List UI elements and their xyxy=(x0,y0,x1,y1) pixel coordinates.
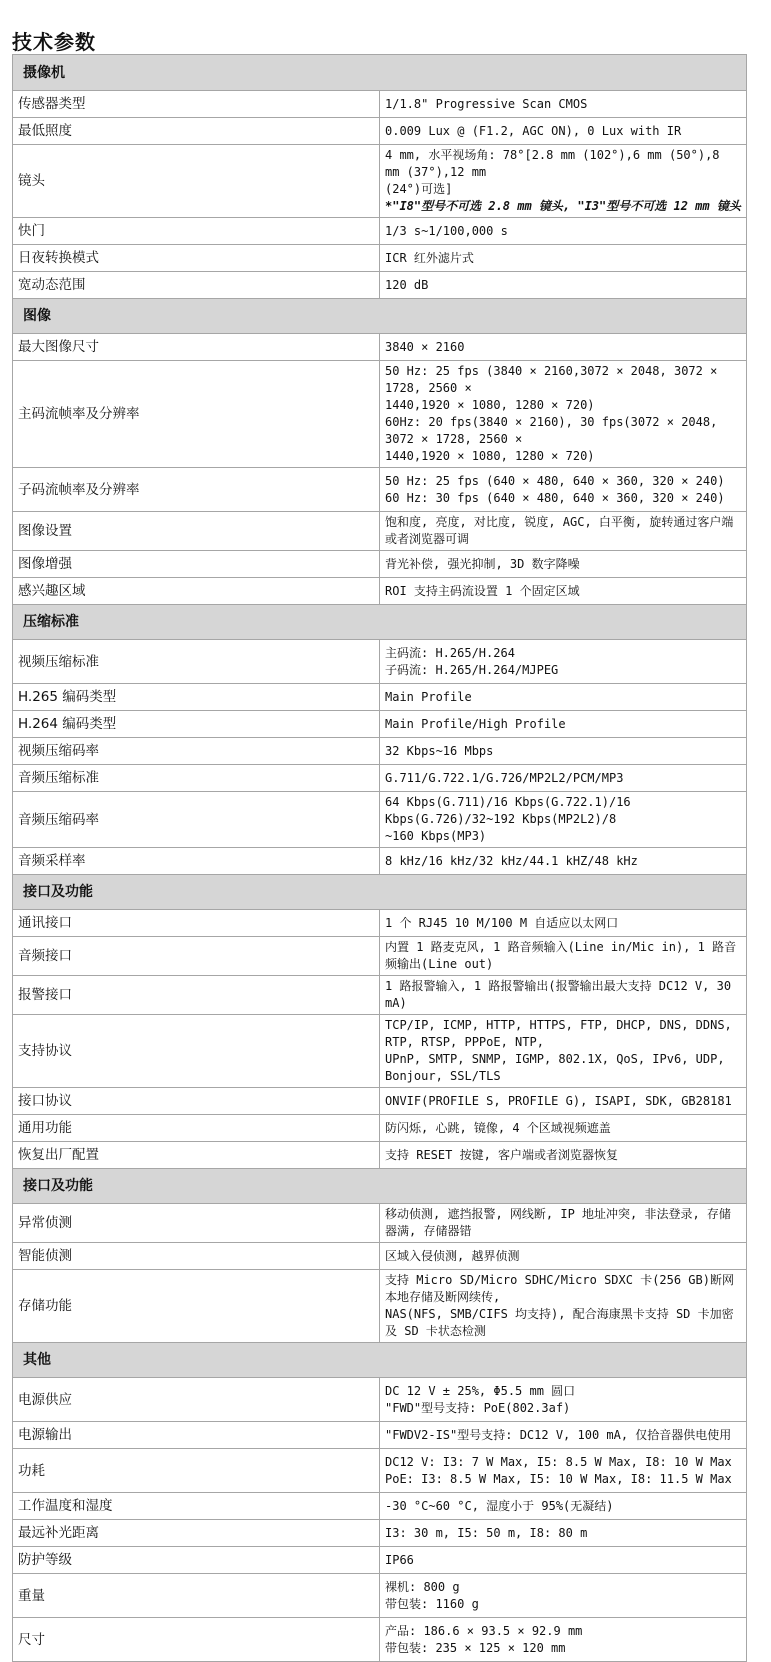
spec-value xyxy=(380,1088,747,1115)
spec-row xyxy=(13,1449,747,1493)
spec-row xyxy=(13,1204,747,1243)
spec-value-text: 裸机: 800 g 带包装: 1160 g xyxy=(385,1579,479,1611)
section-header-row xyxy=(13,55,747,91)
spec-value xyxy=(380,1449,747,1493)
section-title: 接口及功能 xyxy=(13,1169,747,1204)
spec-label: 通讯接口 xyxy=(13,910,380,937)
spec-row xyxy=(13,765,747,792)
spec-label: 最大图像尺寸 xyxy=(13,334,380,361)
spec-value-text: 产品: 186.6 × 93.5 × 92.9 mm 带包装: 235 × 125 × 120 mm xyxy=(385,1623,583,1655)
spec-value-text: ONVIF(PROFILE S, PROFILE G), ISAPI, SDK, GB28181 xyxy=(385,1093,732,1108)
spec-row xyxy=(13,1243,747,1270)
spec-value xyxy=(380,1270,747,1343)
spec-value-text: 120 dB xyxy=(385,277,429,292)
section-header-row xyxy=(13,299,747,334)
section-header-row xyxy=(13,1169,747,1204)
spec-row xyxy=(13,361,747,468)
spec-value-text: 饱和度, 亮度, 对比度, 锐度, AGC, 白平衡, 旋转通过客户端或者浏览器可调 xyxy=(385,515,734,546)
spec-row xyxy=(13,512,747,551)
spec-value xyxy=(380,1547,747,1574)
spec-value xyxy=(380,684,747,711)
spec-value-text: 1 个 RJ45 10 M/100 M 自适应以太网口 xyxy=(385,915,619,930)
spec-row xyxy=(13,245,747,272)
spec-table xyxy=(12,54,747,1662)
spec-label: 音频接口 xyxy=(13,937,380,976)
spec-row xyxy=(13,272,747,299)
spec-row xyxy=(13,468,747,512)
spec-value xyxy=(380,245,747,272)
spec-row xyxy=(13,578,747,605)
spec-value xyxy=(380,937,747,976)
spec-value-text: ROI 支持主码流设置 1 个固定区域 xyxy=(385,583,580,598)
spec-value xyxy=(380,1015,747,1088)
spec-label: 子码流帧率及分辨率 xyxy=(13,468,380,512)
spec-value-text: 3840 × 2160 xyxy=(385,339,465,354)
spec-row xyxy=(13,848,747,875)
spec-label: 异常侦测 xyxy=(13,1204,380,1243)
spec-value-text: I3: 30 m, I5: 50 m, I8: 80 m xyxy=(385,1525,588,1540)
spec-label: 图像增强 xyxy=(13,551,380,578)
spec-row xyxy=(13,738,747,765)
spec-label: 尺寸 xyxy=(13,1618,380,1662)
spec-value xyxy=(380,145,747,218)
spec-label: 功耗 xyxy=(13,1449,380,1493)
section-header-row xyxy=(13,1343,747,1378)
section-title: 图像 xyxy=(13,299,747,334)
spec-row xyxy=(13,1015,747,1088)
spec-label: 镜头 xyxy=(13,145,380,218)
spec-value xyxy=(380,361,747,468)
spec-value xyxy=(380,976,747,1015)
spec-value xyxy=(380,1142,747,1169)
spec-label: H.265 编码类型 xyxy=(13,684,380,711)
spec-label: 工作温度和湿度 xyxy=(13,1493,380,1520)
spec-label: 智能侦测 xyxy=(13,1243,380,1270)
spec-label: 图像设置 xyxy=(13,512,380,551)
spec-value xyxy=(380,91,747,118)
spec-value-text: 背光补偿, 强光抑制, 3D 数字降噪 xyxy=(385,556,580,571)
spec-row xyxy=(13,1142,747,1169)
spec-value xyxy=(380,640,747,684)
spec-value xyxy=(380,792,747,848)
section-header-row xyxy=(13,875,747,910)
spec-label: 感兴趣区域 xyxy=(13,578,380,605)
spec-row xyxy=(13,1618,747,1662)
spec-label: 电源供应 xyxy=(13,1378,380,1422)
spec-value xyxy=(380,1493,747,1520)
spec-value-text: G.711/G.722.1/G.726/MP2L2/PCM/MP3 xyxy=(385,770,624,785)
spec-value xyxy=(380,1618,747,1662)
spec-label: 电源输出 xyxy=(13,1422,380,1449)
spec-row xyxy=(13,1422,747,1449)
spec-value xyxy=(380,218,747,245)
spec-row xyxy=(13,91,747,118)
spec-value-text: "FWDV2-IS"型号支持: DC12 V, 100 mA, 仅拾音器供电使用 xyxy=(385,1427,732,1442)
spec-note: *"I8"型号不可选 2.8 mm 镜头, "I3"型号不可选 12 mm 镜头 xyxy=(385,199,741,213)
spec-value xyxy=(380,578,747,605)
spec-value-text: 移动侦测, 遮挡报警, 网线断, IP 地址冲突, 非法登录, 存储器满, 存储器错 xyxy=(385,1207,731,1238)
spec-label: 主码流帧率及分辨率 xyxy=(13,361,380,468)
spec-value-text: Main Profile/High Profile xyxy=(385,716,566,731)
spec-value xyxy=(380,118,747,145)
spec-value xyxy=(380,1204,747,1243)
spec-value xyxy=(380,1115,747,1142)
spec-label: 视频压缩码率 xyxy=(13,738,380,765)
spec-row xyxy=(13,1574,747,1618)
spec-value-text: 50 Hz: 25 fps (3840 × 2160,3072 × 2048, 3072 × 1728, 2560 × 1440,1920 × 1080, 1280 × 720) 60Hz: 20 fps(3840 × 2160), 30 fps(3072 × 2048, 3072 × 1728, 2560 × 1440,1920 × 1080, 1280 × 720) xyxy=(385,364,718,463)
spec-value xyxy=(380,738,747,765)
spec-value-text: 支持 Micro SD/Micro SDHC/Micro SDXC 卡(256 GB)断网本地存储及断网续传, NAS(NFS, SMB/CIFS 均支持), 配合海康黑卡支持 SD 卡加密及 SD 卡状态检测 xyxy=(385,1273,734,1338)
spec-label: 存储功能 xyxy=(13,1270,380,1343)
spec-value xyxy=(380,551,747,578)
spec-label: 报警接口 xyxy=(13,976,380,1015)
section-header-row xyxy=(13,605,747,640)
spec-row xyxy=(13,1547,747,1574)
spec-row xyxy=(13,334,747,361)
spec-label: H.264 编码类型 xyxy=(13,711,380,738)
spec-value xyxy=(380,468,747,512)
section-title: 其他 xyxy=(13,1343,747,1378)
spec-label: 最低照度 xyxy=(13,118,380,145)
spec-row xyxy=(13,118,747,145)
spec-row xyxy=(13,1115,747,1142)
spec-label: 最远补光距离 xyxy=(13,1520,380,1547)
spec-value-text: 64 Kbps(G.711)/16 Kbps(G.722.1)/16 Kbps(G.726)/32~192 Kbps(MP2L2)/8 ~160 Kbps(MP3) xyxy=(385,795,631,843)
spec-value-text: DC12 V: I3: 7 W Max, I5: 8.5 W Max, I8: 10 W Max PoE: I3: 8.5 W Max, I5: 10 W Max, I8: 11.5 W Max xyxy=(385,1454,732,1486)
spec-value xyxy=(380,1520,747,1547)
spec-row xyxy=(13,711,747,738)
spec-value-text: 区域入侵侦测, 越界侦测 xyxy=(385,1248,520,1263)
spec-value xyxy=(380,711,747,738)
spec-label: 宽动态范围 xyxy=(13,272,380,299)
spec-value xyxy=(380,910,747,937)
spec-value xyxy=(380,1243,747,1270)
spec-value-text: 4 mm, 水平视场角: 78°[2.8 mm (102°),6 mm (50°),8 mm (37°),12 mm (24°)可选] xyxy=(385,148,720,196)
spec-row xyxy=(13,792,747,848)
page-title: 技术参数 xyxy=(12,30,96,54)
spec-value-text: 支持 RESET 按键, 客户端或者浏览器恢复 xyxy=(385,1147,619,1162)
spec-value-text: 内置 1 路麦克风, 1 路音频输入(Line in/Mic in), 1 路音频输出(Line out) xyxy=(385,940,737,971)
spec-value-text: 1 路报警输入, 1 路报警输出(报警输出最大支持 DC12 V, 30 mA) xyxy=(385,979,732,1010)
spec-value-text: 1/3 s~1/100,000 s xyxy=(385,223,508,238)
spec-value-text: 0.009 Lux @ (F1.2, AGC ON), 0 Lux with IR xyxy=(385,123,682,138)
spec-label: 传感器类型 xyxy=(13,91,380,118)
spec-row xyxy=(13,1493,747,1520)
spec-label: 重量 xyxy=(13,1574,380,1618)
spec-row xyxy=(13,937,747,976)
spec-value-text: 8 kHz/16 kHz/32 kHz/44.1 kHZ/48 kHz xyxy=(385,853,638,868)
spec-row xyxy=(13,1378,747,1422)
spec-label: 通用功能 xyxy=(13,1115,380,1142)
spec-label: 快门 xyxy=(13,218,380,245)
spec-value-text: 1/1.8" Progressive Scan CMOS xyxy=(385,96,588,111)
spec-label: 防护等级 xyxy=(13,1547,380,1574)
spec-value-text: -30 °C~60 °C, 湿度小于 95%(无凝结) xyxy=(385,1498,614,1513)
spec-value xyxy=(380,1422,747,1449)
spec-row xyxy=(13,976,747,1015)
spec-label: 接口协议 xyxy=(13,1088,380,1115)
spec-value xyxy=(380,765,747,792)
spec-value xyxy=(380,272,747,299)
spec-row xyxy=(13,910,747,937)
spec-value-text: TCP/IP, ICMP, HTTP, HTTPS, FTP, DHCP, DNS, DDNS, RTP, RTSP, PPPoE, NTP, UPnP, SMTP, SNMP, IGMP, 802.1X, QoS, IPv6, UDP, Bonjour, SSL/TLS xyxy=(385,1018,732,1083)
spec-value xyxy=(380,1574,747,1618)
spec-label: 视频压缩标准 xyxy=(13,640,380,684)
spec-value-text: 32 Kbps~16 Mbps xyxy=(385,743,494,758)
spec-value xyxy=(380,1378,747,1422)
spec-row xyxy=(13,145,747,218)
spec-row xyxy=(13,1088,747,1115)
spec-label: 音频压缩标准 xyxy=(13,765,380,792)
spec-row xyxy=(13,218,747,245)
spec-value xyxy=(380,848,747,875)
spec-label: 支持协议 xyxy=(13,1015,380,1088)
spec-row xyxy=(13,684,747,711)
spec-label: 音频采样率 xyxy=(13,848,380,875)
section-title: 压缩标准 xyxy=(13,605,747,640)
spec-value-text: Main Profile xyxy=(385,689,472,704)
section-title: 摄像机 xyxy=(13,55,747,91)
spec-value xyxy=(380,512,747,551)
spec-value-text: 主码流: H.265/H.264 子码流: H.265/H.264/MJPEG xyxy=(385,645,559,677)
spec-value-text: 防闪烁, 心跳, 镜像, 4 个区域视频遮盖 xyxy=(385,1120,611,1135)
spec-row xyxy=(13,1520,747,1547)
spec-label: 日夜转换模式 xyxy=(13,245,380,272)
spec-label: 音频压缩码率 xyxy=(13,792,380,848)
spec-value-text: 50 Hz: 25 fps (640 × 480, 640 × 360, 320 × 240) 60 Hz: 30 fps (640 × 480, 640 × 360, 320 × 240) xyxy=(385,473,725,505)
spec-value-text: DC 12 V ± 25%, Φ5.5 mm 圆口 "FWD"型号支持: PoE(802.3af) xyxy=(385,1383,576,1415)
spec-row xyxy=(13,1270,747,1343)
spec-value-text: IP66 xyxy=(385,1552,414,1567)
spec-row xyxy=(13,640,747,684)
spec-row xyxy=(13,551,747,578)
spec-value-text: ICR 红外滤片式 xyxy=(385,250,474,265)
spec-value xyxy=(380,334,747,361)
spec-label: 恢复出厂配置 xyxy=(13,1142,380,1169)
section-title: 接口及功能 xyxy=(13,875,747,910)
